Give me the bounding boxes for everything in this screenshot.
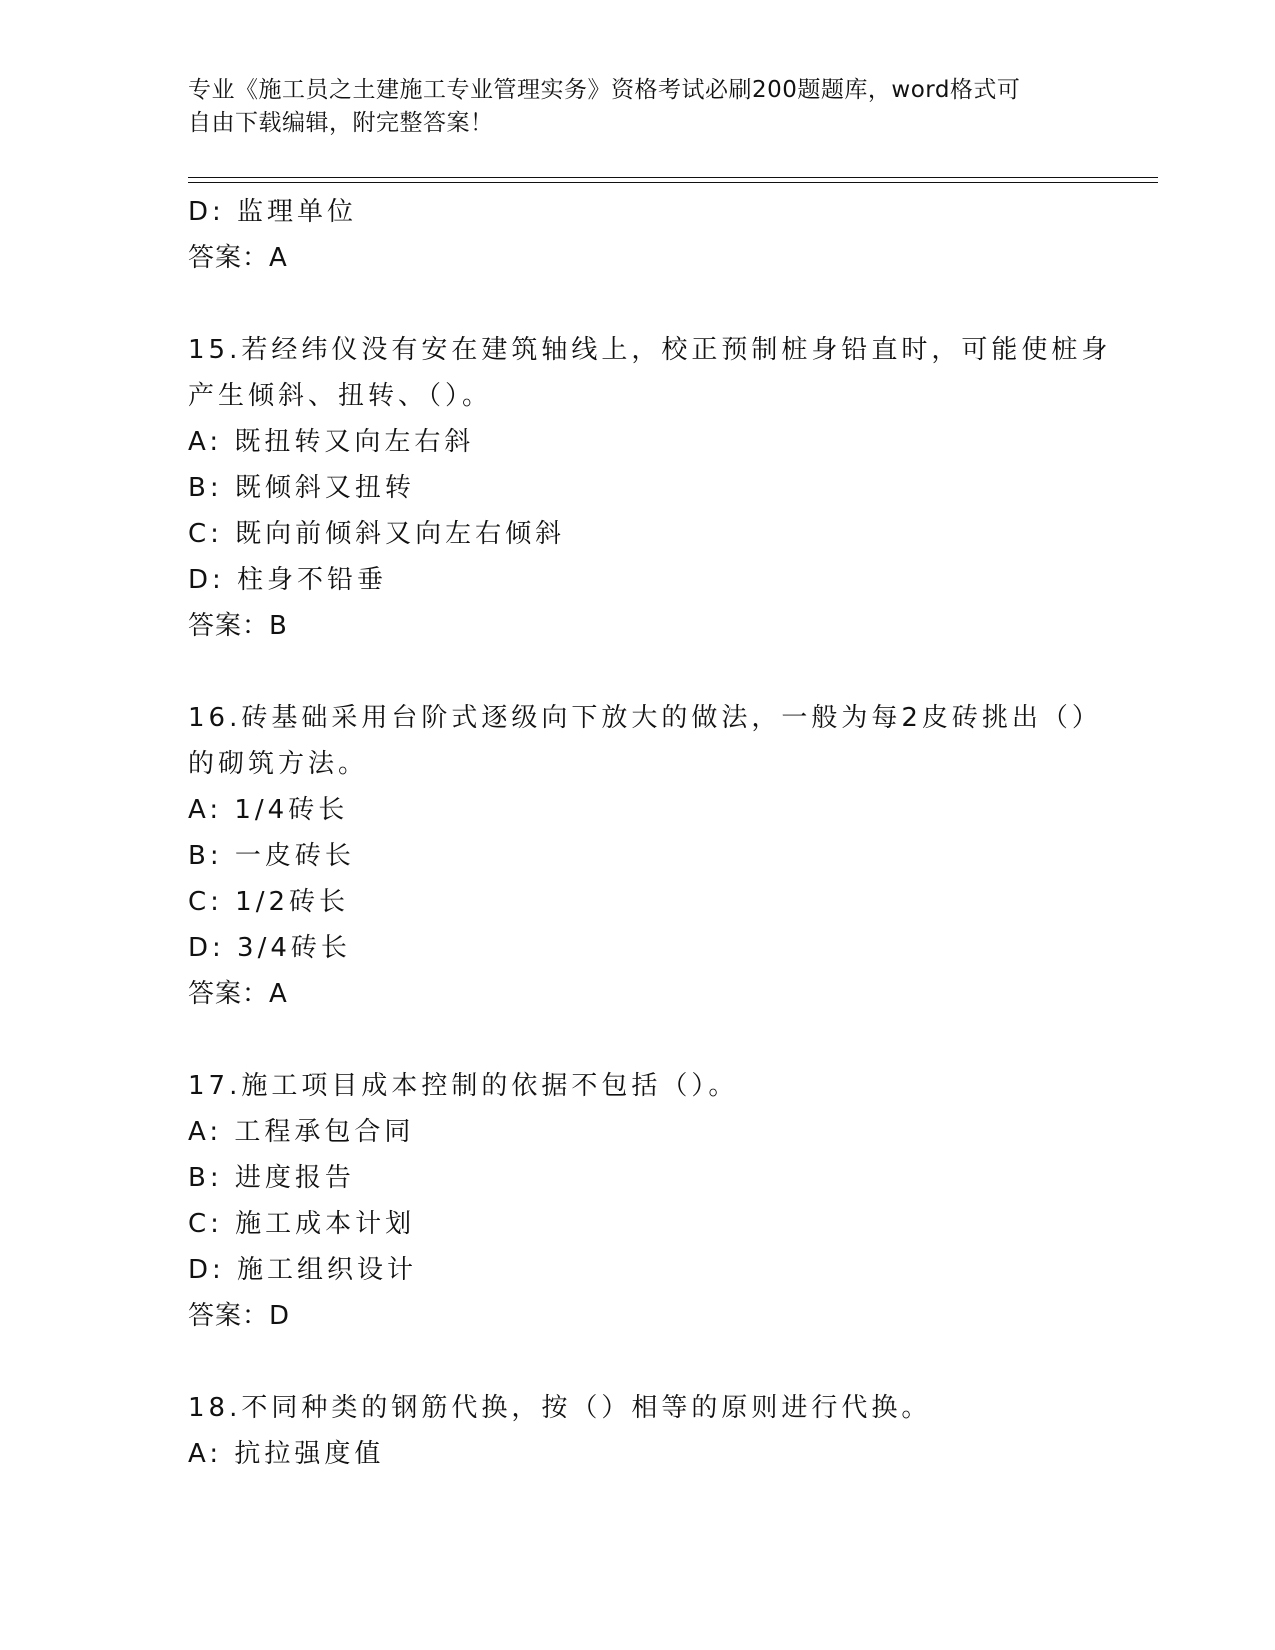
answer-line: 答案：D	[188, 1301, 291, 1331]
header-rule-top	[188, 177, 1158, 178]
spacer	[188, 1339, 1088, 1385]
question-18	[188, 1385, 1088, 1477]
question-stem-continued: 的砌筑方法。	[188, 749, 369, 779]
header-line-2: 自由下载编辑，附完整答案！	[188, 110, 494, 136]
spacer	[188, 649, 1088, 695]
spacer	[188, 281, 1088, 327]
question-stem: 16.砖基础采用台阶式逐级向下放大的做法，一般为每2皮砖挑出（）	[188, 703, 1102, 733]
question-17	[188, 1063, 1088, 1339]
answer-line: 答案：B	[188, 611, 288, 641]
option-d: D: 监理单位	[188, 197, 358, 227]
option-d: D: 施工组织设计	[188, 1255, 418, 1285]
question-stem: 15.若经纬仪没有安在建筑轴线上，校正预制桩身铅直时，可能使桩身	[188, 335, 1112, 365]
answer-line: 答案：A	[188, 979, 288, 1009]
header-rule-bottom	[188, 182, 1158, 183]
document-header	[188, 74, 1088, 140]
option-a: A: 1/4砖长	[188, 795, 349, 825]
option-a: A: 抗拉强度值	[188, 1439, 385, 1469]
option-d: D: 3/4砖长	[188, 933, 351, 963]
answer-line: 答案：A	[188, 243, 288, 273]
question-16	[188, 695, 1102, 1017]
question-14	[188, 189, 1088, 281]
question-stem-continued: 产生倾斜、扭转、（）。	[188, 381, 493, 411]
option-b: B: 既倾斜又扭转	[188, 473, 415, 503]
option-b: B: 一皮砖长	[188, 841, 355, 871]
option-c: C: 1/2砖长	[188, 887, 350, 917]
option-a: A: 既扭转又向左右斜	[188, 427, 475, 457]
option-a: A: 工程承包合同	[188, 1117, 415, 1147]
header-line-1: 专业《施工员之土建施工专业管理实务》资格考试必刷200题题库，word格式可	[188, 77, 1021, 103]
option-c: C: 施工成本计划	[188, 1209, 416, 1239]
question-15	[188, 327, 1112, 649]
option-d: D: 柱身不铅垂	[188, 565, 388, 595]
option-b: B: 进度报告	[188, 1163, 355, 1193]
question-stem: 17.施工项目成本控制的依据不包括（）。	[188, 1071, 739, 1101]
option-c: C: 既向前倾斜又向左右倾斜	[188, 519, 566, 549]
question-list	[188, 189, 1112, 1477]
question-stem: 18.不同种类的钢筋代换，按（）相等的原则进行代换。	[188, 1393, 932, 1423]
spacer	[188, 1017, 1088, 1063]
